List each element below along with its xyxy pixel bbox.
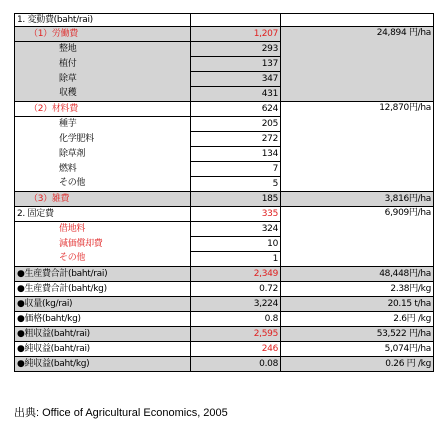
misc-row (15, 192, 434, 207)
misc-total: 3,816円/ha (281, 192, 434, 207)
labor-item-label: 除草 (15, 72, 191, 87)
summary-row (15, 312, 434, 327)
material-row (15, 102, 434, 117)
cost-table (14, 13, 434, 372)
labor-item-label: 植付 (15, 57, 191, 72)
summary-row (15, 297, 434, 312)
fixed-item-label: 減価償却費 (15, 237, 191, 252)
summary-value: 2,349 (191, 267, 281, 282)
material-item-value: 134 (191, 147, 281, 162)
labor-value: 1,207 (191, 27, 281, 42)
summary-total: 53,522 円/ha (281, 327, 434, 342)
summary-label: ●純収益(baht/kg) (15, 357, 191, 372)
labor-item-label: 収穫 (15, 87, 191, 102)
labor-row (15, 27, 434, 42)
fixed-item-label: 借地料 (15, 222, 191, 237)
summary-row (15, 327, 434, 342)
fixed-item-label: その他 (15, 252, 191, 267)
material-item-value: 205 (191, 117, 281, 132)
labor-label: （1）労働費 (15, 27, 191, 42)
header-label: 1. 変動費(baht/rai) (15, 14, 191, 27)
material-label: （2）材料費 (15, 102, 191, 117)
material-total: 12,870円/ha (281, 102, 434, 192)
header-value-cell (191, 14, 281, 27)
labor-item-value: 293 (191, 42, 281, 57)
labor-item-label: 整地 (15, 42, 191, 57)
summary-value: 0.72 (191, 282, 281, 297)
summary-row (15, 267, 434, 282)
summary-value: 2,595 (191, 327, 281, 342)
fixed-label: 2. 固定費 (15, 207, 191, 222)
fixed-value: 335 (191, 207, 281, 222)
fixed-row (15, 207, 434, 222)
summary-row (15, 342, 434, 357)
fixed-total: 6,909円/ha (281, 207, 434, 267)
fixed-item-value: 1 (191, 252, 281, 267)
summary-label: ●収量(kg/rai) (15, 297, 191, 312)
summary-label: ●純収益(baht/rai) (15, 342, 191, 357)
material-item-label: 種芋 (15, 117, 191, 132)
material-value: 624 (191, 102, 281, 117)
summary-value: 0.8 (191, 312, 281, 327)
source-note: 出典: Office of Agricultural Economics, 2005 (14, 407, 228, 419)
summary-row (15, 282, 434, 297)
fixed-item-value: 10 (191, 237, 281, 252)
fixed-item-value: 324 (191, 222, 281, 237)
material-item-label: その他 (15, 177, 191, 192)
summary-total: 2.38円/kg (281, 282, 434, 297)
summary-label: ●価格(baht/kg) (15, 312, 191, 327)
labor-item-value: 431 (191, 87, 281, 102)
summary-total: 20.15 t/ha (281, 297, 434, 312)
summary-total: 2.6円 /kg (281, 312, 434, 327)
material-item-label: 燃料 (15, 162, 191, 177)
header-total-cell (281, 14, 434, 27)
cost-table-container (14, 13, 434, 372)
material-item-label: 除草剤 (15, 147, 191, 162)
summary-value: 3,224 (191, 297, 281, 312)
table-header-row (15, 14, 434, 27)
labor-item-value: 137 (191, 57, 281, 72)
summary-total: 48,448円/ha (281, 267, 434, 282)
misc-label: （3）雑費 (15, 192, 191, 207)
labor-item-value: 347 (191, 72, 281, 87)
misc-value: 185 (191, 192, 281, 207)
material-item-value: 5 (191, 177, 281, 192)
summary-row (15, 357, 434, 372)
summary-label: ●生産費合計(baht/kg) (15, 282, 191, 297)
summary-value: 0.08 (191, 357, 281, 372)
summary-total: 0.26 円 /kg (281, 357, 434, 372)
labor-total: 24,894 円/ha (281, 27, 434, 102)
summary-label: ●生産費合計(baht/rai) (15, 267, 191, 282)
summary-total: 5,074円/ha (281, 342, 434, 357)
material-item-value: 7 (191, 162, 281, 177)
material-item-value: 272 (191, 132, 281, 147)
summary-label: ●粗収益(baht/rai) (15, 327, 191, 342)
material-item-label: 化学肥料 (15, 132, 191, 147)
summary-value: 246 (191, 342, 281, 357)
